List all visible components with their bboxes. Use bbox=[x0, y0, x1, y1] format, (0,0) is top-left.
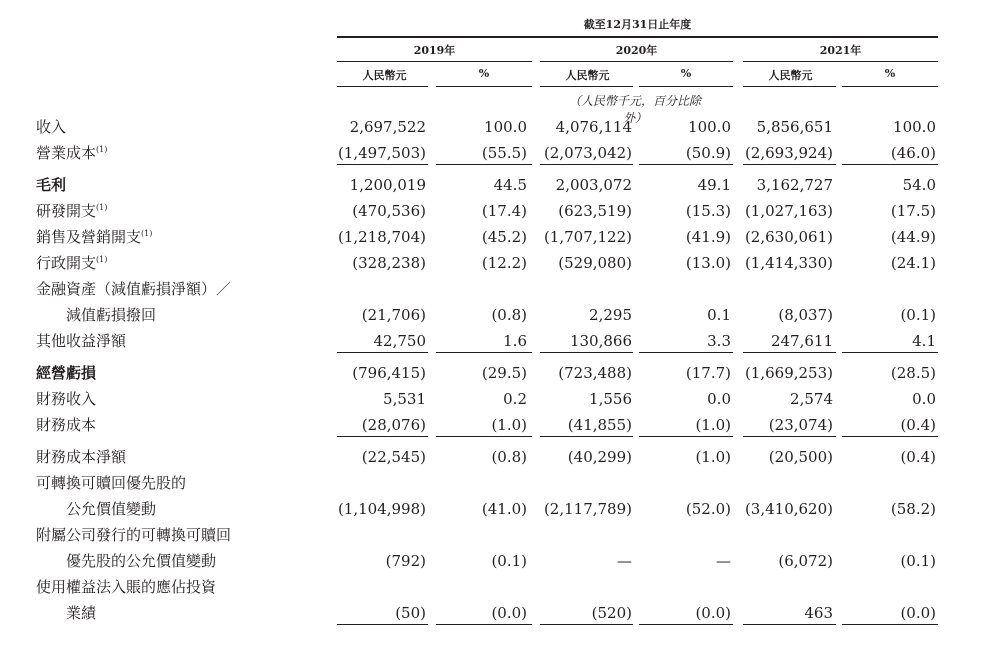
year-rule-2019 bbox=[337, 61, 532, 62]
table-cell: (8,037) bbox=[778, 306, 833, 324]
table-row bbox=[0, 524, 998, 546]
subtotal-rule bbox=[540, 436, 633, 437]
row-label-text: 收入 bbox=[36, 118, 67, 136]
table-cell: (20,500) bbox=[768, 448, 833, 466]
year-rule-2021 bbox=[743, 61, 938, 62]
table-cell: (46.0) bbox=[890, 144, 936, 162]
row-label-text: 公允價值變動 bbox=[66, 500, 157, 518]
row-label bbox=[36, 174, 328, 196]
table-cell: (55.5) bbox=[481, 144, 527, 162]
year-rule-2020 bbox=[540, 61, 733, 62]
table-cell: (13.0) bbox=[685, 254, 731, 272]
table-cell: 5,856,651 bbox=[756, 118, 833, 136]
subtotal-rule bbox=[337, 352, 428, 353]
table-cell: (0.0) bbox=[491, 604, 527, 622]
table-cell: (50.9) bbox=[685, 144, 731, 162]
table-cell: (40,299) bbox=[567, 448, 632, 466]
subtotal-rule bbox=[540, 352, 633, 353]
table-cell: 463 bbox=[804, 604, 833, 622]
subtotal-rule bbox=[337, 624, 428, 625]
subtotal-rule bbox=[540, 624, 633, 625]
table-cell: 0.0 bbox=[707, 390, 731, 408]
subtotal-rule bbox=[337, 436, 428, 437]
row-label-text: 銷售及營銷開支 bbox=[36, 228, 142, 246]
table-row bbox=[0, 226, 998, 248]
table-cell: 0.0 bbox=[912, 390, 936, 408]
table-row bbox=[0, 446, 998, 468]
sub-rule bbox=[337, 86, 428, 87]
table-cell: 49.1 bbox=[697, 176, 731, 194]
row-label bbox=[36, 226, 328, 248]
row-label bbox=[66, 602, 328, 624]
subtotal-rule bbox=[337, 164, 428, 165]
subtotal-rule bbox=[639, 352, 733, 353]
table-cell: (328,238) bbox=[352, 254, 426, 272]
sub-rule bbox=[540, 86, 633, 87]
table-cell: (1,669,253) bbox=[744, 364, 833, 382]
table-cell: (1.0) bbox=[491, 416, 527, 434]
table-row bbox=[0, 252, 998, 274]
table-cell: 4,076,114 bbox=[555, 118, 632, 136]
table-cell: (1,104,998) bbox=[337, 500, 426, 518]
table-cell: 1,200,019 bbox=[349, 176, 426, 194]
row-label bbox=[36, 576, 328, 598]
row-label-text: 營業成本 bbox=[36, 144, 97, 162]
percent-col-2019: % bbox=[478, 67, 490, 80]
table-cell: (24.1) bbox=[890, 254, 936, 272]
table-cell: (21,706) bbox=[361, 306, 426, 324]
table-cell: (0.1) bbox=[491, 552, 527, 570]
table-cell: (17.5) bbox=[890, 202, 936, 220]
table-cell: 54.0 bbox=[902, 176, 936, 194]
table-cell: (15.3) bbox=[685, 202, 731, 220]
table-row bbox=[0, 330, 998, 352]
subtotal-rule bbox=[436, 624, 532, 625]
table-cell: (28,076) bbox=[361, 416, 426, 434]
table-cell: 3,162,727 bbox=[756, 176, 833, 194]
table-cell: 1,556 bbox=[589, 390, 632, 408]
table-cell: 130,866 bbox=[569, 332, 632, 350]
table-cell: (0.0) bbox=[900, 604, 936, 622]
table-row bbox=[0, 304, 998, 326]
table-row bbox=[0, 116, 998, 138]
table-cell: (1,707,122) bbox=[543, 228, 632, 246]
table-cell: 5,531 bbox=[383, 390, 426, 408]
table-cell: 2,003,072 bbox=[555, 176, 632, 194]
table-cell: (0.4) bbox=[900, 416, 936, 434]
leader-dots bbox=[36, 131, 328, 133]
row-label bbox=[36, 142, 328, 164]
row-label-text: 優先股的公允價值變動 bbox=[66, 552, 217, 570]
table-row bbox=[0, 278, 998, 300]
table-cell: 2,295 bbox=[589, 306, 632, 324]
row-label bbox=[36, 252, 328, 274]
subtotal-rule bbox=[842, 624, 938, 625]
table-cell: (1,027,163) bbox=[744, 202, 833, 220]
subtotal-rule bbox=[743, 624, 836, 625]
row-label-text: 財務成本 bbox=[36, 416, 97, 434]
row-label bbox=[36, 446, 328, 468]
subtotal-rule bbox=[743, 164, 836, 165]
table-cell: 44.5 bbox=[493, 176, 527, 194]
table-row bbox=[0, 174, 998, 196]
row-label-text: 研發開支 bbox=[36, 202, 97, 220]
percent-col-2020: % bbox=[680, 67, 692, 80]
table-row bbox=[0, 142, 998, 164]
subtotal-rule bbox=[639, 624, 733, 625]
row-label-text: 使用權益法入賬的應佔投資 bbox=[36, 578, 217, 596]
row-label bbox=[36, 330, 328, 352]
table-cell: 2,697,522 bbox=[349, 118, 426, 136]
table-cell: (22,545) bbox=[361, 448, 426, 466]
table-cell: (529,080) bbox=[558, 254, 632, 272]
subtotal-rule bbox=[436, 436, 532, 437]
row-label bbox=[66, 550, 328, 572]
table-cell: (2,117,789) bbox=[543, 500, 632, 518]
row-label-text: 經營虧損 bbox=[36, 364, 97, 382]
table-cell: (1,414,330) bbox=[744, 254, 833, 272]
table-cell: (520) bbox=[591, 604, 632, 622]
table-cell: (17.4) bbox=[481, 202, 527, 220]
row-label-text: 毛利 bbox=[36, 176, 67, 194]
row-label bbox=[66, 304, 328, 326]
table-row bbox=[0, 472, 998, 494]
year-2020-header: 2020年 bbox=[615, 44, 658, 57]
table-cell: 0.2 bbox=[503, 390, 527, 408]
footnote-marker: (1) bbox=[96, 145, 108, 154]
table-cell: 4.1 bbox=[912, 332, 936, 350]
table-cell: (41.0) bbox=[481, 500, 527, 518]
row-label-text: 其他收益淨額 bbox=[36, 332, 127, 350]
table-row bbox=[0, 498, 998, 520]
table-cell: — bbox=[716, 552, 731, 570]
percent-col-2021: % bbox=[884, 67, 896, 80]
subtotal-rule bbox=[639, 164, 733, 165]
table-cell: (796,415) bbox=[352, 364, 426, 382]
leader-dots bbox=[66, 617, 328, 619]
table-row bbox=[0, 388, 998, 410]
table-row bbox=[0, 576, 998, 598]
row-label bbox=[36, 472, 328, 494]
sub-rule bbox=[842, 86, 938, 87]
table-cell: (792) bbox=[385, 552, 426, 570]
sub-rule bbox=[436, 86, 532, 87]
sub-rule bbox=[743, 86, 836, 87]
table-row bbox=[0, 414, 998, 436]
table-cell: (52.0) bbox=[685, 500, 731, 518]
row-label bbox=[36, 524, 328, 546]
table-cell: 100.0 bbox=[484, 118, 527, 136]
table-cell: (2,693,924) bbox=[744, 144, 833, 162]
row-label bbox=[36, 414, 328, 436]
row-label-text: 財務成本淨額 bbox=[36, 448, 127, 466]
table-cell: (58.2) bbox=[890, 500, 936, 518]
period-header: 截至12月31日止年度 bbox=[583, 18, 692, 31]
table-cell: (12.2) bbox=[481, 254, 527, 272]
subtotal-rule bbox=[436, 352, 532, 353]
table-cell: (0.1) bbox=[900, 552, 936, 570]
table-cell: (0.1) bbox=[900, 306, 936, 324]
currency-col-2021: 人民幣元 bbox=[768, 69, 813, 82]
table-cell: (623,519) bbox=[558, 202, 632, 220]
row-label bbox=[36, 116, 328, 138]
subtotal-rule bbox=[639, 436, 733, 437]
table-cell: (0.8) bbox=[491, 448, 527, 466]
subtotal-rule bbox=[436, 164, 532, 165]
row-label-text: 減值虧損撥回 bbox=[66, 306, 157, 324]
table-cell: 1.6 bbox=[503, 332, 527, 350]
table-cell: (17.7) bbox=[685, 364, 731, 382]
table-cell: (41,855) bbox=[567, 416, 632, 434]
row-label-text: 行政開支 bbox=[36, 254, 97, 272]
row-label-text: 財務收入 bbox=[36, 390, 97, 408]
table-cell: (44.9) bbox=[890, 228, 936, 246]
year-2021-header: 2021年 bbox=[819, 44, 862, 57]
subtotal-rule bbox=[842, 352, 938, 353]
table-cell: 100.0 bbox=[893, 118, 936, 136]
leader-dots bbox=[36, 189, 328, 191]
table-cell: (6,072) bbox=[778, 552, 833, 570]
table-cell: — bbox=[617, 552, 632, 570]
subtotal-rule bbox=[540, 164, 633, 165]
footnote-marker: (1) bbox=[141, 229, 153, 238]
table-row bbox=[0, 550, 998, 572]
table-cell: 100.0 bbox=[688, 118, 731, 136]
table-cell: 2,574 bbox=[790, 390, 833, 408]
table-cell: (41.9) bbox=[685, 228, 731, 246]
table-cell: (2,630,061) bbox=[744, 228, 833, 246]
row-label bbox=[36, 278, 328, 300]
subtotal-rule bbox=[743, 352, 836, 353]
row-label bbox=[66, 498, 328, 520]
table-cell: (470,536) bbox=[352, 202, 426, 220]
row-label-text: 業績 bbox=[66, 604, 97, 622]
table-cell: (0.8) bbox=[491, 306, 527, 324]
table-cell: (723,488) bbox=[558, 364, 632, 382]
currency-col-2020: 人民幣元 bbox=[565, 69, 610, 82]
table-cell: (28.5) bbox=[890, 364, 936, 382]
table-cell: (0.0) bbox=[695, 604, 731, 622]
table-cell: (50) bbox=[395, 604, 426, 622]
subtotal-rule bbox=[743, 436, 836, 437]
table-cell: (1,497,503) bbox=[337, 144, 426, 162]
table-cell: (1,218,704) bbox=[337, 228, 426, 246]
row-label bbox=[36, 200, 328, 222]
table-row bbox=[0, 362, 998, 384]
row-label bbox=[36, 362, 328, 384]
unit-note: （人民幣千元，百分比除外） bbox=[568, 94, 701, 125]
table-cell: (1.0) bbox=[695, 416, 731, 434]
row-label-text: 附屬公司發行的可轉換可贖回 bbox=[36, 526, 232, 544]
footnote-marker: (1) bbox=[96, 203, 108, 212]
table-cell: 3.3 bbox=[707, 332, 731, 350]
subtotal-rule bbox=[842, 164, 938, 165]
table-cell: (2,073,042) bbox=[543, 144, 632, 162]
sub-rule bbox=[639, 86, 733, 87]
table-cell: (0.4) bbox=[900, 448, 936, 466]
table-row bbox=[0, 602, 998, 624]
table-cell: 247,611 bbox=[770, 332, 833, 350]
table-row bbox=[0, 200, 998, 222]
table-cell: (3,410,620) bbox=[744, 500, 833, 518]
table-cell: (23,074) bbox=[768, 416, 833, 434]
subtotal-rule bbox=[842, 436, 938, 437]
header-rule bbox=[337, 36, 938, 38]
year-2019-header: 2019年 bbox=[413, 44, 456, 57]
footnote-marker: (1) bbox=[96, 255, 108, 264]
table-cell: (45.2) bbox=[481, 228, 527, 246]
currency-col-2019: 人民幣元 bbox=[362, 69, 407, 82]
table-cell: (29.5) bbox=[481, 364, 527, 382]
row-label-text: 金融資產（減值虧損淨額）／ bbox=[36, 280, 232, 298]
table-cell: 0.1 bbox=[707, 306, 731, 324]
table-cell: (1.0) bbox=[695, 448, 731, 466]
row-label-text: 可轉換可贖回優先股的 bbox=[36, 474, 187, 492]
row-label bbox=[36, 388, 328, 410]
table-cell: 42,750 bbox=[373, 332, 426, 350]
